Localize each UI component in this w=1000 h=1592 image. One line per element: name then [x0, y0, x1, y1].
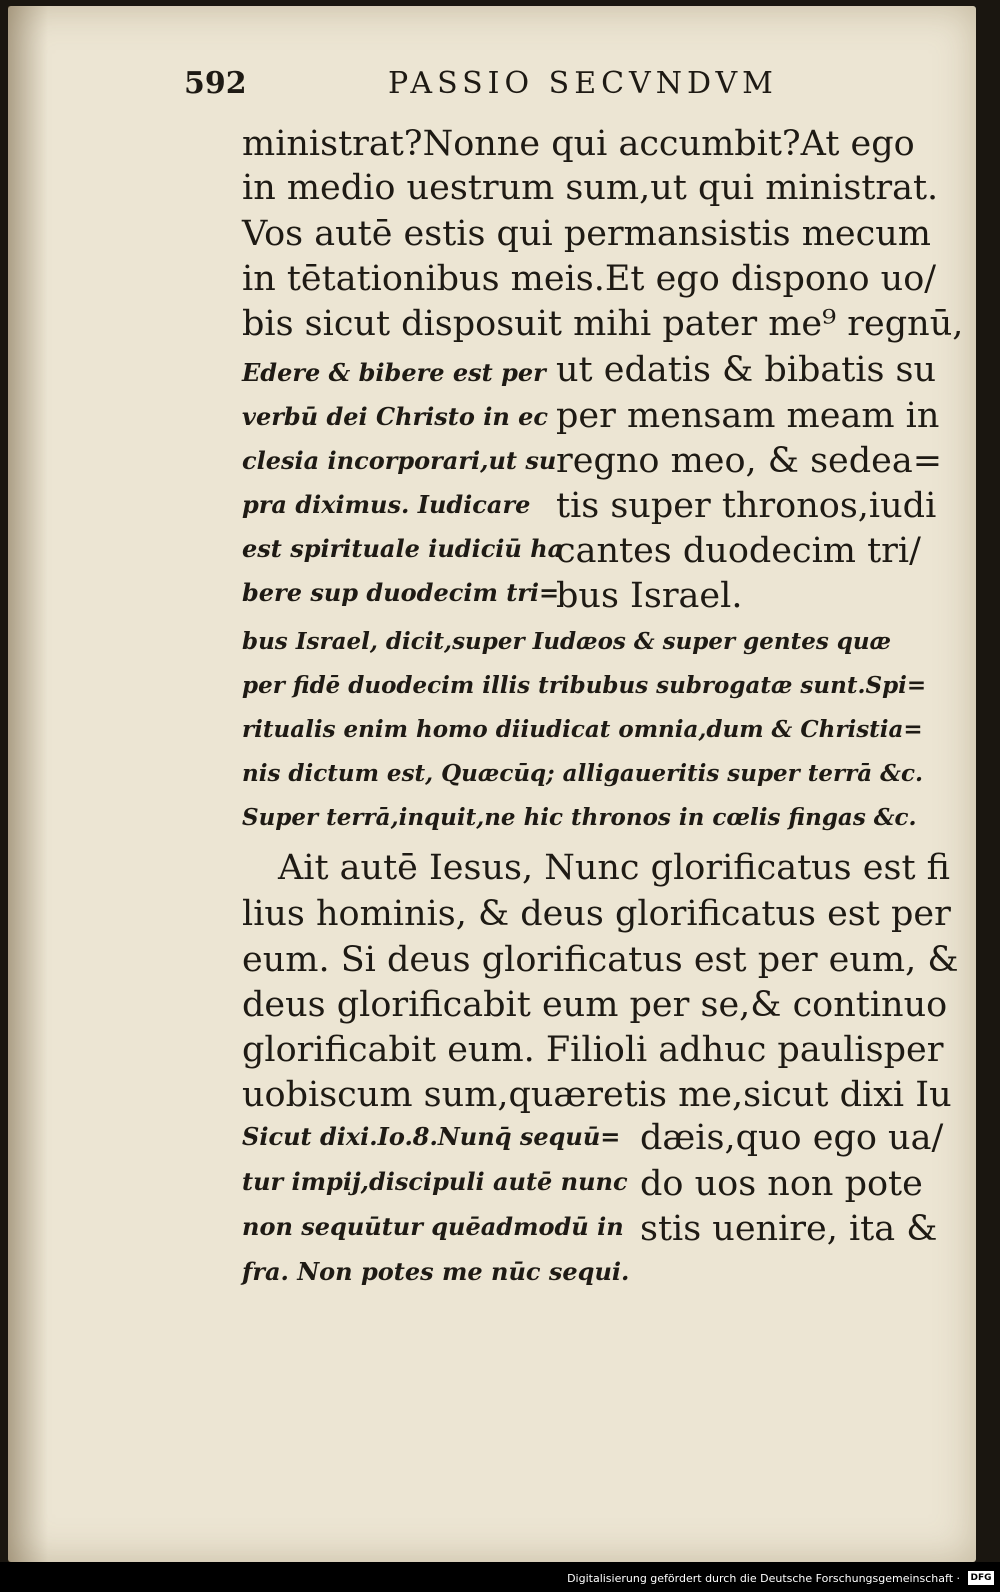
page-gutter-shadow [8, 6, 48, 1562]
text-line: glorificabit eum. Filioli adhuc paulisper [242, 1030, 944, 1070]
text-line: in tētationibus meis.Et ego dispono uo/ [242, 259, 937, 299]
text-line: regno meo, & sedea= [556, 441, 943, 481]
side-note-line: Super terrā,inquit,ne hic thronos in cœlis fingas &c. [242, 804, 917, 831]
text-line: do uos non pote [640, 1164, 923, 1204]
text-line: bus Israel. [556, 576, 743, 616]
text-line: tis super thronos,iudi [556, 486, 937, 526]
page-number: 592 [184, 66, 247, 101]
dfg-logo: DFG [968, 1571, 994, 1585]
text-line: Ait autē Iesus, Nunc glorificatus est fi [278, 848, 950, 888]
text-line: in medio uestrum sum,ut qui ministrat. [242, 168, 939, 208]
text-line: lius hominis, & deus glorificatus est per [242, 894, 951, 934]
side-note-line: per fidē duodecim illis tribubus subrogatæ sunt.Spi= [242, 672, 927, 699]
side-note-line: verbū dei Christo in ec [242, 402, 549, 431]
digitization-credit: Digitalisierung gefördert durch die Deutsche Forschungsgemeinschaft · [567, 1572, 960, 1585]
text-line: Vos autē estis qui permansistis mecum [242, 214, 931, 254]
side-note-line: nis dictum est, Quæcūq; alligaueritis super terrā &c. [242, 760, 923, 787]
book-page [8, 6, 976, 1562]
side-note-line: pra diximus. Iudicare [242, 490, 531, 519]
side-note-line: tur impij,discipuli autē nunc [242, 1167, 628, 1196]
text-line: stis uenire, ita & [640, 1209, 938, 1249]
footer-bar [0, 1562, 1000, 1592]
running-title: PASSIO SECVNDVM [388, 66, 778, 101]
text-line: per mensam meam in [556, 396, 940, 436]
text-line: eum. Si deus glorificatus est per eum, & [242, 940, 959, 980]
side-note-line: Sicut dixi.Io.8.Nunq̄ sequū= [242, 1122, 621, 1151]
text-line: ut edatis & bibatis su [556, 350, 937, 390]
side-note-line: Edere & bibere est per [242, 358, 546, 387]
text-line: deus glorificabit eum per se,& continuo [242, 985, 948, 1025]
text-line: uobiscum sum,quæretis me,sicut dixi Iu [242, 1075, 952, 1115]
side-note-line: bere sup duodecim tri= [242, 578, 560, 607]
side-note-line: fra. Non potes me nūc sequi. [242, 1257, 630, 1286]
text-line: cantes duodecim tri/ [556, 531, 921, 571]
side-note-line: ritualis enim homo diiudicat omnia,dum & Christia= [242, 716, 923, 743]
text-line: dæis,quo ego ua/ [640, 1118, 944, 1158]
side-note-line: est spirituale iudiciū ha [242, 534, 564, 563]
side-note-line: non sequūtur quēadmodū in [242, 1212, 624, 1241]
text-line: bis sicut disposuit mihi pater me⁹ regnū, [242, 304, 964, 344]
side-note-line: clesia incorporari,ut su [242, 446, 557, 475]
side-note-line: bus Israel, dicit,super Iudæos & super gentes quæ [242, 628, 892, 655]
text-line: ministrat?Nonne qui accumbit?At ego [242, 124, 915, 164]
